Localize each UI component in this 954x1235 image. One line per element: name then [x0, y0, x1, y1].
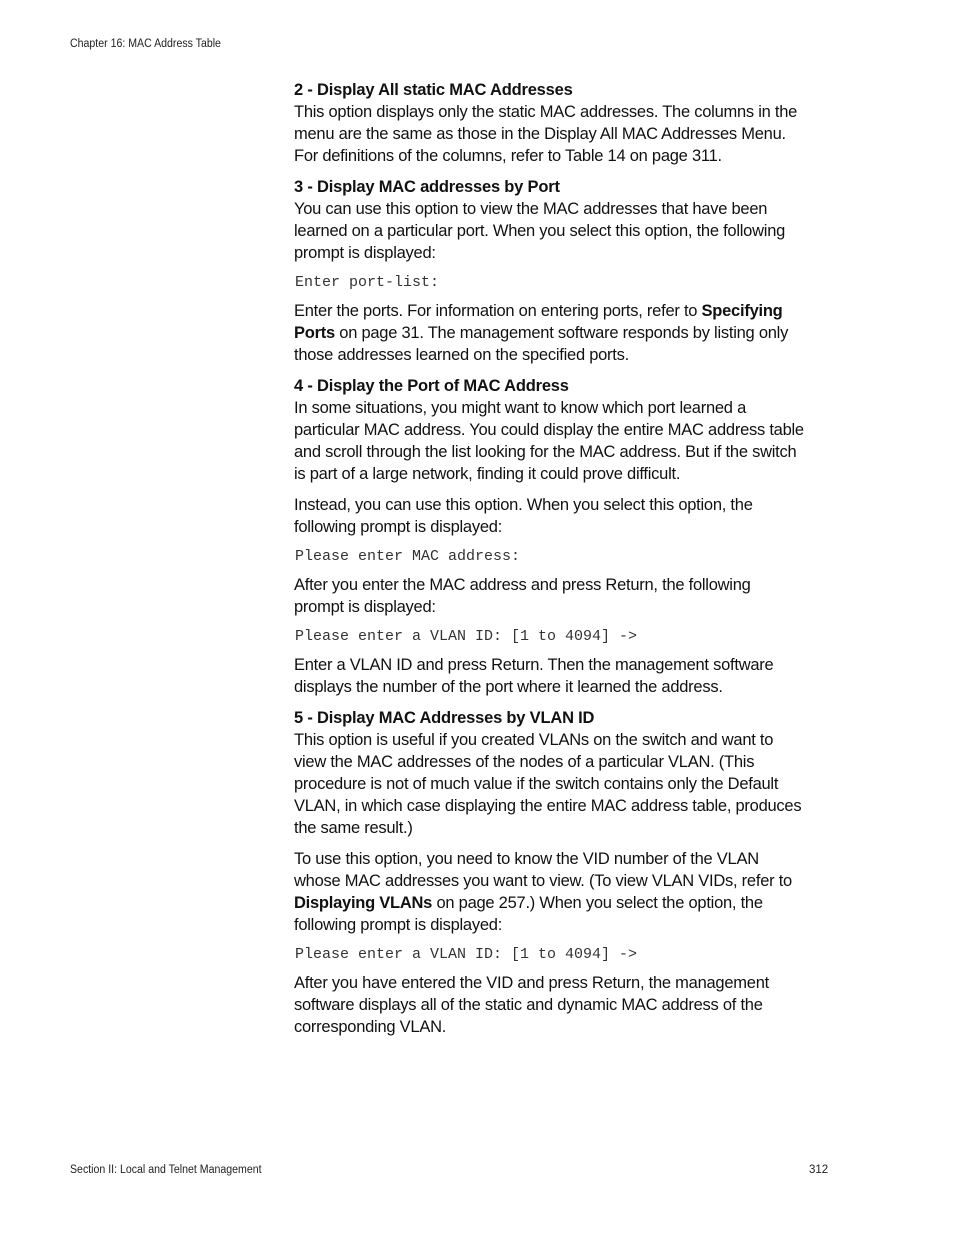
page-body	[294, 79, 804, 1047]
paragraph	[294, 848, 804, 936]
paragraph: In some situations, you might want to know which port learned a particular MAC address. You could display the entire MAC address table and scroll through the list looking for the MAC address. But if the switch is part of a large network, finding it could prove difficult.	[294, 399, 804, 483]
section-heading: 2 - Display All static MAC Addresses	[294, 81, 573, 99]
text-run: on page 257.) When you select the option, the following prompt is displayed:	[294, 894, 763, 934]
text-run: Enter the ports. For information on entering ports, refer to	[294, 302, 702, 320]
code-prompt: Please enter MAC address:	[295, 548, 521, 565]
section-heading: 5 - Display MAC Addresses by VLAN ID	[294, 709, 595, 727]
section-display-static-mac	[294, 79, 804, 167]
text-run: on page 31. The management software responds by listing only those addresses learned on the specified ports.	[294, 324, 789, 364]
text-run: To use this option, you need to know the VID number of the VLAN whose MAC addresses you want to view. (To view VLAN VIDs, refer to	[294, 850, 792, 890]
paragraph: After you have entered the VID and press Return, the management software displays all of the static and dynamic MAC address of the corresponding VLAN.	[294, 974, 769, 1036]
cross-reference: Specifying Ports	[294, 302, 783, 342]
paragraph: This option is useful if you created VLANs on the switch and want to view the MAC addresses of the nodes of a particular VLAN. (This procedure is not of much value if the switch contains only the Default VLAN, in which case displaying the entire MAC address table, produces the same result.)	[294, 731, 802, 837]
paragraph: You can use this option to view the MAC addresses that have been learned on a particular port. When you select this option, the following prompt is displayed:	[294, 200, 786, 262]
running-header: Chapter 16: MAC Address Table	[70, 38, 221, 50]
section-display-mac-by-port	[294, 176, 804, 366]
paragraph	[294, 300, 804, 366]
paragraph: Instead, you can use this option. When you select this option, the following prompt is displayed:	[294, 496, 753, 536]
section-heading: 3 - Display MAC addresses by Port	[294, 178, 560, 196]
section-display-mac-by-vlan	[294, 707, 804, 1038]
page-number: 312	[809, 1164, 829, 1176]
paragraph: Enter a VLAN ID and press Return. Then the management software displays the number of the port where it learned the address.	[294, 656, 774, 696]
code-prompt: Please enter a VLAN ID: [1 to 4094] ->	[295, 628, 638, 645]
section-heading: 4 - Display the Port of MAC Address	[294, 377, 569, 395]
code-prompt: Enter port-list:	[295, 274, 440, 291]
paragraph: This option displays only the static MAC addresses. The columns in the menu are the same as those in the Display All MAC Addresses Menu. For definitions of the columns, refer to Table 14 on page 311.	[294, 103, 798, 165]
section-display-port-of-mac	[294, 375, 804, 698]
cross-reference: Displaying VLANs	[294, 894, 433, 912]
running-footer-section: Section II: Local and Telnet Management	[70, 1164, 262, 1176]
paragraph: After you enter the MAC address and press Return, the following prompt is displayed:	[294, 576, 751, 616]
code-prompt: Please enter a VLAN ID: [1 to 4094] ->	[295, 946, 638, 963]
